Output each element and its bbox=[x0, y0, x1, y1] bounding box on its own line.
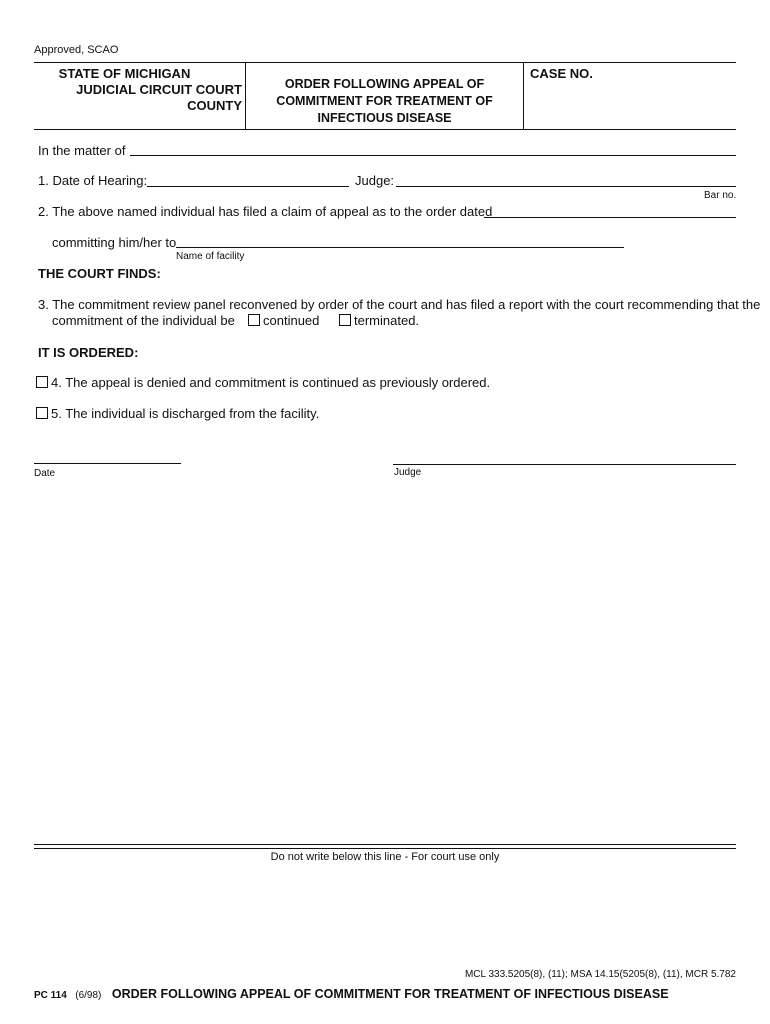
item-5-text: 5. The individual is discharged from the facility. bbox=[51, 406, 320, 421]
state-label: STATE OF MICHIGAN bbox=[58, 66, 191, 81]
recommendation-text: commitment of the individual be bbox=[52, 313, 235, 328]
item-5-checkbox[interactable] bbox=[36, 407, 48, 419]
court-label: JUDICIAL CIRCUIT COURT bbox=[76, 82, 242, 97]
date-caption: Date bbox=[34, 468, 56, 479]
form-id: PC 114 bbox=[34, 990, 67, 1001]
facility-field[interactable] bbox=[176, 247, 624, 248]
terminated-checkbox[interactable] bbox=[339, 314, 351, 326]
hearing-date-field[interactable] bbox=[147, 186, 349, 187]
title-line-2: COMMITMENT FOR TREATMENT OF bbox=[276, 94, 493, 108]
continued-option[interactable] bbox=[248, 313, 319, 328]
continued-checkbox[interactable] bbox=[248, 314, 260, 326]
item-4-checkbox[interactable] bbox=[36, 376, 48, 388]
form-footer bbox=[34, 985, 669, 1003]
county-label: COUNTY bbox=[187, 98, 242, 113]
footer-form-title: ORDER FOLLOWING APPEAL OF COMMITMENT FOR TREATMENT OF INFECTIOUS DISEASE bbox=[111, 987, 669, 1001]
matter-label: In the matter of bbox=[38, 143, 126, 158]
court-use-divider bbox=[34, 844, 736, 849]
date-signature-field[interactable] bbox=[34, 463, 181, 464]
order-item-5[interactable] bbox=[36, 406, 319, 421]
hearing-date-label: 1. Date of Hearing: bbox=[38, 173, 148, 188]
judge-field[interactable] bbox=[396, 186, 736, 187]
form-header bbox=[34, 62, 736, 130]
matter-field[interactable] bbox=[130, 155, 736, 156]
court-use-label: Do not write below this line - For court use only bbox=[270, 851, 500, 863]
title-line-3: INFECTIOUS DISEASE bbox=[317, 111, 452, 125]
case-no-label: CASE NO. bbox=[530, 66, 593, 81]
facility-caption: Name of facility bbox=[176, 251, 245, 262]
appeal-claim-text: 2. The above named individual has filed a claim of appeal as to the order dated bbox=[38, 204, 493, 219]
panel-report-text: 3. The commitment review panel reconvened by order of the court and has filed a report with the court recommending that the bbox=[38, 297, 761, 312]
court-block bbox=[34, 63, 246, 129]
citation-text: MCL 333.5205(8), (11); MSA 14.15(5205(8), (11), MCR 5.782 bbox=[464, 969, 736, 980]
judge-caption: Judge bbox=[394, 467, 422, 478]
item-4-text: 4. The appeal is denied and commitment is continued as previously ordered. bbox=[51, 375, 491, 390]
order-item-4[interactable] bbox=[36, 375, 490, 390]
approved-label: Approved, SCAO bbox=[34, 44, 119, 56]
continued-label: continued bbox=[263, 313, 320, 328]
committing-label: committing him/her to bbox=[52, 235, 177, 250]
order-date-field[interactable] bbox=[484, 217, 736, 218]
title-line-1: ORDER FOLLOWING APPEAL OF bbox=[284, 77, 485, 91]
judge-signature-field[interactable] bbox=[393, 464, 736, 465]
court-finds-heading: THE COURT FINDS: bbox=[38, 266, 161, 281]
it-is-ordered-heading: IT IS ORDERED: bbox=[38, 345, 139, 360]
form-date: (6/98) bbox=[75, 990, 102, 1001]
terminated-option[interactable] bbox=[339, 313, 419, 328]
bar-no-caption: Bar no. bbox=[704, 190, 737, 201]
judge-label: Judge: bbox=[355, 173, 395, 188]
case-no-block[interactable] bbox=[524, 63, 736, 129]
terminated-label: terminated. bbox=[354, 313, 420, 328]
title-block bbox=[246, 63, 524, 129]
